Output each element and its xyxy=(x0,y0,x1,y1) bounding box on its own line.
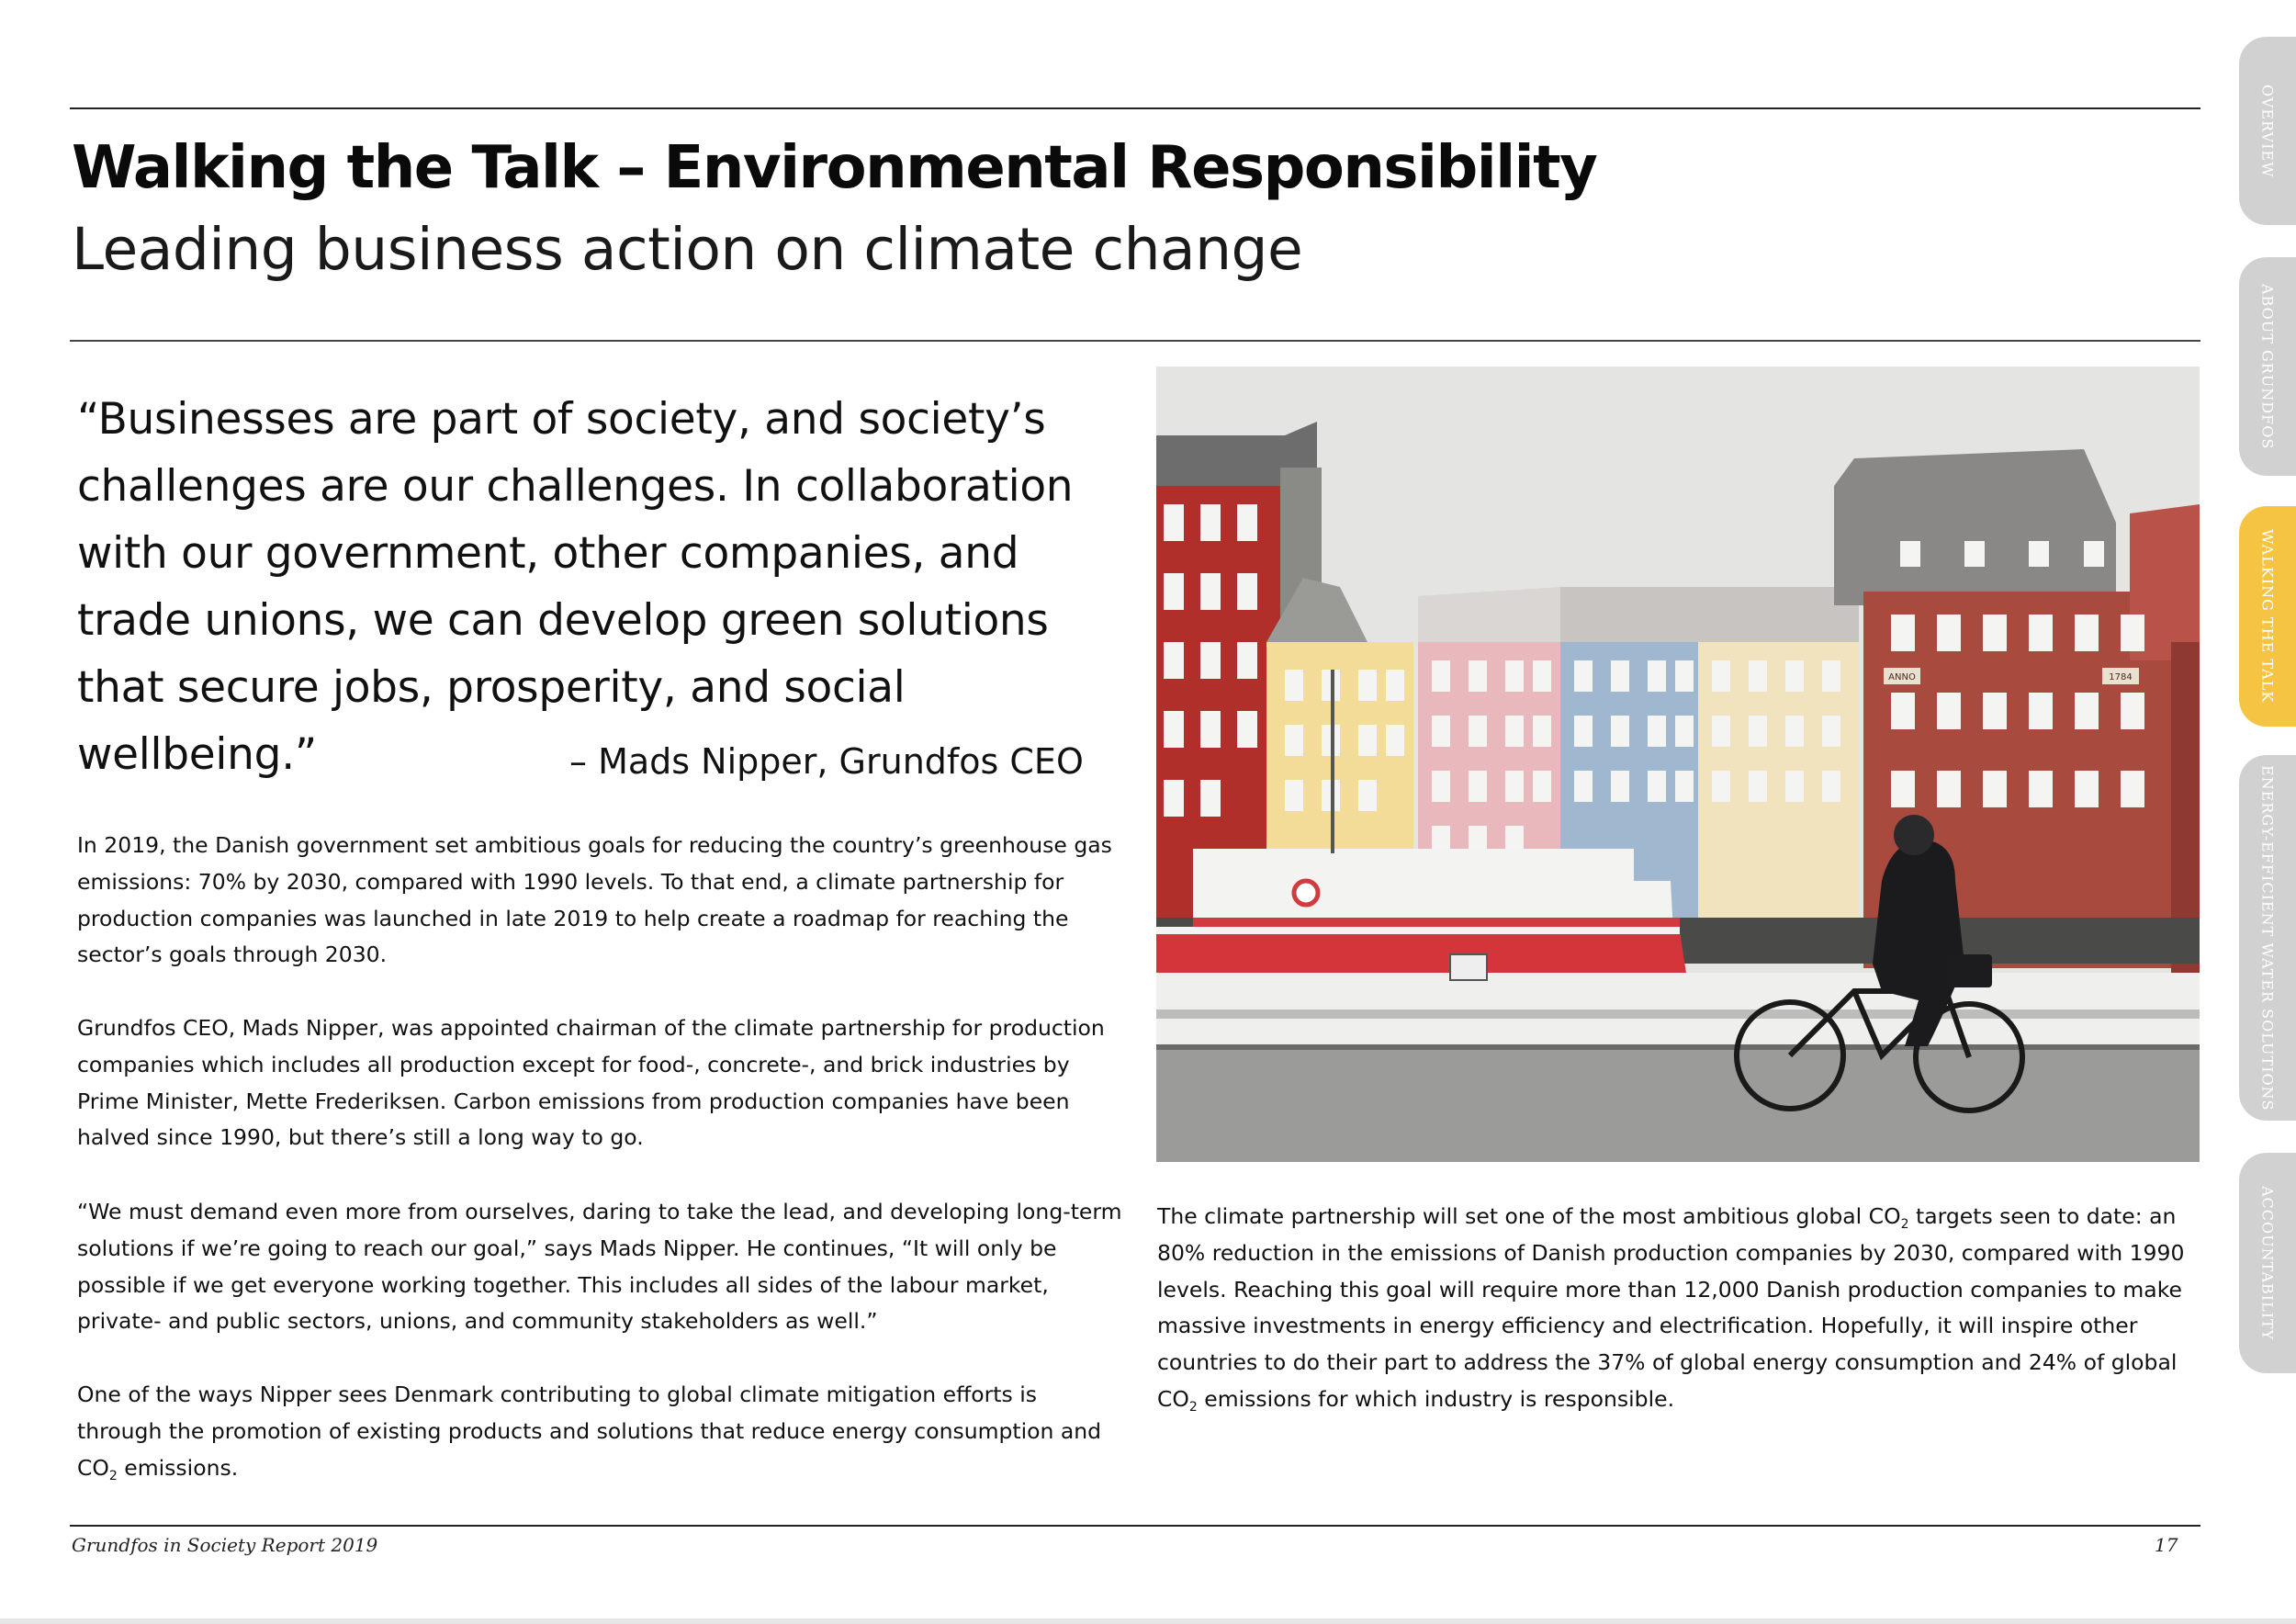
building-sign-year: 1784 xyxy=(2109,672,2133,682)
ceo-quote: “Businesses are part of society, and society’s challenges are our challenges. In collaboration with our government, other companies, and trade unions, we can develop green solutions that secure jobs, prosperity, and social wellbeing.” xyxy=(77,394,1074,780)
body-paragraph-1: In 2019, the Danish government set ambitious goals for reducing the country’s greenhouse gas emissions: 70% by 2030, compared with 1990 levels. To that end, a climate partnership for production companies was launched in late 2019 to help create a roadmap for reaching the sector’s goals through 2030. xyxy=(77,832,1112,968)
page-bottom-edge xyxy=(0,1618,2296,1624)
body-paragraph-4-end: emissions. xyxy=(117,1454,239,1481)
page-number: 17 xyxy=(2155,1534,2178,1556)
quote-attribution: – Mads Nipper, Grundfos CEO xyxy=(569,741,1084,782)
body-paragraph-4 xyxy=(77,1377,1124,1486)
right-column-paragraph xyxy=(1157,1199,2195,1418)
tab-energy-efficient-label: ENERGY-EFFICIENT WATER SOLUTIONS xyxy=(2258,764,2277,1111)
tab-overview[interactable] xyxy=(2239,37,2296,225)
tab-walking-the-talk[interactable] xyxy=(2239,506,2296,727)
top-divider xyxy=(70,107,2200,109)
right-paragraph-text-c: emissions for which industry is responsible. xyxy=(1197,1385,1675,1412)
tab-overview-label: OVERVIEW xyxy=(2258,84,2277,178)
tab-accountability-label: ACCOUNTABILITY xyxy=(2258,1185,2277,1341)
tab-energy-efficient-water-solutions[interactable] xyxy=(2239,755,2296,1121)
tab-about-grundfos-label: ABOUT GRUNDFOS xyxy=(2258,283,2277,450)
tab-about-grundfos[interactable] xyxy=(2239,257,2296,476)
right-paragraph-text-a: The climate partnership will set one of the most ambitious global CO xyxy=(1157,1203,1901,1229)
tab-walking-the-talk-label: WALKING THE TALK xyxy=(2258,529,2277,704)
footer-divider xyxy=(70,1525,2200,1527)
body-paragraph-2: Grundfos CEO, Mads Nipper, was appointed chairman of the climate partnership for production companies which includes all production except for food-, concrete-, and brick industries by Prime Minister, Mette Frederiksen. Carbon emissions from production companies have been halved since 1990, but there’s still a long way to go. xyxy=(77,1015,1105,1151)
subscript-2: 2 xyxy=(1188,1399,1198,1415)
header-divider xyxy=(70,340,2200,342)
building-sign-anno: ANNO xyxy=(1888,672,1916,682)
right-paragraph-text-b: targets seen to date: an 80% reduction in the emissions of Danish production companies by 2030, compared with 1990 levels. Reaching this goal will require more than 12,000 Danish production companies to make massive investments in energy efficiency and electrification. Hopefully, it will inspire other countries to do their part to address the 37% of global energy consumption and 24% of global CO xyxy=(1157,1203,2185,1412)
footer-report-title: Grundfos in Society Report 2019 xyxy=(72,1534,378,1556)
page-subtitle: Leading business action on climate change xyxy=(72,216,1303,283)
nyhavn-cyclist-photo xyxy=(1156,367,2200,1162)
body-paragraph-3: “We must demand even more from ourselves, daring to take the lead, and developing long-term solutions if we’re going to reach our goal,” says Mads Nipper. He continues, “It will only be possible if we get everyone working together. This includes all sides of the labour market, private- and public sectors, unions, and community stakeholders as well.” xyxy=(77,1199,1122,1335)
body-paragraph-4-text: One of the ways Nipper sees Denmark contributing to global climate mitigation efforts is through the promotion of existing products and solutions that reduce energy consumption and CO xyxy=(77,1382,1102,1481)
subscript-2: 2 xyxy=(108,1468,118,1483)
subscript-2: 2 xyxy=(1900,1217,1909,1232)
tab-accountability[interactable] xyxy=(2239,1153,2296,1373)
page-title: Walking the Talk – Environmental Responsibility xyxy=(72,134,1597,202)
